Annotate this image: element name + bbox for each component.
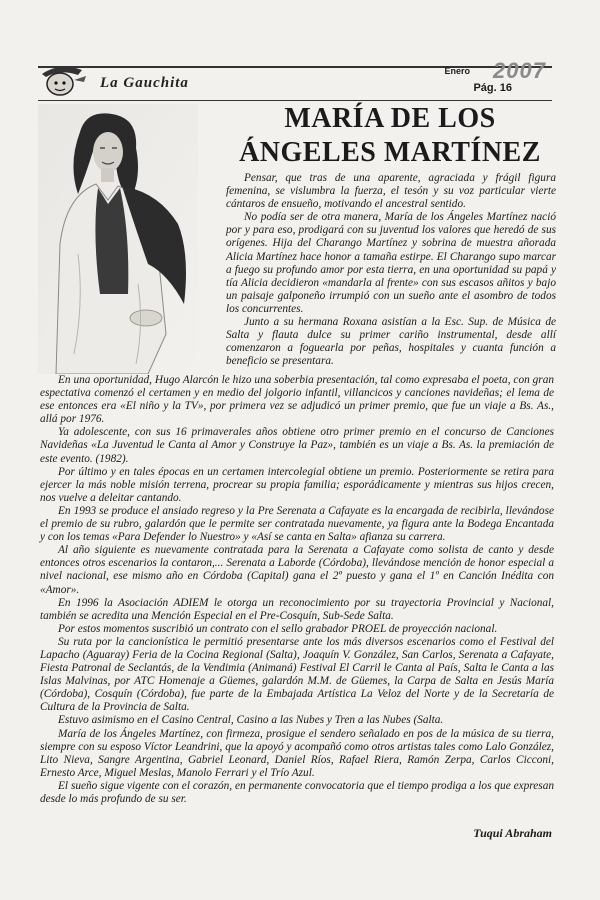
page-header [38, 58, 552, 101]
article-title [220, 102, 560, 170]
gaucho-mascot-icon [38, 60, 90, 100]
article-title-line-1: MARÍA DE LOS [284, 103, 496, 134]
article-author: Tuqui Abraham [473, 826, 552, 840]
issue-year: 2007 [493, 58, 546, 83]
body-paragraph: María de los Ángeles Martínez, con firmeza, prosigue el sendero señalado en pos de la música de su tierra, siempre con su esposo Víctor Leandrini, que la apoyó y acompañó como otros artistas tales como Lalo González, Lito Nieva, Sangre Argentina, Gabriel Leonard, Daniel Ríos, Rafael Riera, Ramón Zerpa, Carlos Cicconi, Ernesto Arce, Miguel Meslas, Manolo Ferrari y el Trío Azul. [40, 727, 554, 779]
body-paragraph: Ya adolescente, con sus 16 primaverales años obtiene otro primer premio en el concurso de Canciones Navideñas «La Juventud le Canta al Amor y Construye la Paz», también es un viaje a Bs. As. la premiación de este evento. (1982). [40, 426, 554, 465]
body-paragraph: Estuvo asimismo en el Casino Central, Casino a las Nubes y Tren a las Nubes (Salta. [58, 714, 444, 727]
body-paragraph: Al año siguiente es nuevamente contratada para la Serenata a Cafayate como solista de canto y desde entonces otros escenarios la contaron,... Serenata a Laborde (Córdoba), llevándose mención de honor especial a nivel nacional, ese mismo año en Córdoba (Capital) gana el 2º puesto y gana el 1º en Canción Inédita con «Amor». [40, 544, 554, 596]
article-intro [226, 172, 556, 368]
publication-name: La Gauchita [100, 75, 189, 91]
body-paragraph: En una oportunidad, Hugo Alarcón le hizo una soberbia presentación, tal como expresaba el poeta, con gran espectativa comenzó el certamen y en medio del jolgorio infantil, villancicos y canciones navideñas; el lema de ese entonces era «El niño y la TV», por primera vez se adjudicó un primer premio, que fue un viaje a Bs. As., allá por 1976. [40, 374, 554, 426]
body-paragraph: Por último y en tales épocas en un certamen intercolegial obtiene un premio. Posteriormente se retira para ejercer la más noble misión terrena, procrear su propia familia; esporádicamente y mientras sus hijos crecen, nos vuelve a deleitar cantando. [40, 465, 554, 504]
body-paragraph: Su ruta por la cancionística le permitió presentarse ante los más diversos escenarios como el Festival del Lapacho (Aguaray) Feria de la Cocina Regional (Salta), Joaquín V. González, San Carlos, Serenata a Cafayate, Fiesta Patronal de Seclantás, de la Vendimia (Animaná) Festival El Carril le Canta al País, Salta le Canta a las Islas Malvinas, por ATC Homenaje a Güemes, galardón M.M. de Güemes, la Carpa de Salta en Jesús María (Córdoba), Cosquín (Córdoba), fue parte de la Embajada Artística La Veloz del Norte y de la Secretaría de Cultura de la Provincia de Salta. [40, 635, 554, 714]
body-paragraph: Por estos momentos suscribió un contrato con el sello grabador PROEL de proyección nacional. [58, 622, 498, 635]
intro-paragraph: Junto a su hermana Roxana asistían a la Esc. Sup. de Música de Salta y flauta dulce su primer cariño instrumental, desde allí comenzaron a foguearla por peñas, hospitales y cuanta función a beneficio se presentara. [226, 316, 556, 368]
body-paragraph: En 1993 se produce el ansiado regreso y la Pre Serenata a Cafayate es la encargada de recibirla, llevándose el premio de su rubro, galardón que le permite ser contratada nuevamente, ya figura ante la Bodega Encantada y con los temas «Para Defender lo Nuestro» y «Así se canta en Salta» afianza su carrera. [40, 504, 554, 544]
issue-month: Enero [444, 66, 470, 76]
intro-paragraph: Pensar, que tras de una aparente, agraciada y frágil figura femenina, se vislumbra la fuerza, el tesón y su voz particular vierte cántaros de ensueño, motivando el ancestral sentido. [226, 172, 556, 211]
intro-paragraph: No podía ser de otra manera, María de los Ángeles Martínez nació por y para eso, prodigará con su juventud los valores que heredó de sus orígenes. Hija del Charango Martínez y sobrina de muestra añorada Alicia Martínez hace honor a tamaña estirpe. El Charango supo marcar a fuego su profundo amor por esta tierra, en una oportunidad su papá y tía Alicia decidieron «mandarla al frente» con sus escasos añitos y bajo un paisaje galponeño irrumpió con un sueño ante el asombro de todos los concurrentes. [226, 211, 556, 315]
body-paragraph: En 1996 la Asociación ADIEM le otorga un reconocimiento por su trayectoria Provincial y Nacional, también se acredita una Mención Especial en el Pre-Cosquín, Sub-Sede Salta. [40, 596, 554, 622]
article-title-line-2: ÁNGELES MARTÍNEZ [239, 137, 541, 168]
article-body [40, 374, 554, 806]
page-number: Pág. 16 [473, 82, 512, 94]
body-paragraph: El sueño sigue vigente con el corazón, en permanente convocatoria que el tiempo prodiga a los que expresan desde lo más profundo de su ser. [40, 779, 554, 805]
singer-portrait-photo [38, 104, 198, 374]
